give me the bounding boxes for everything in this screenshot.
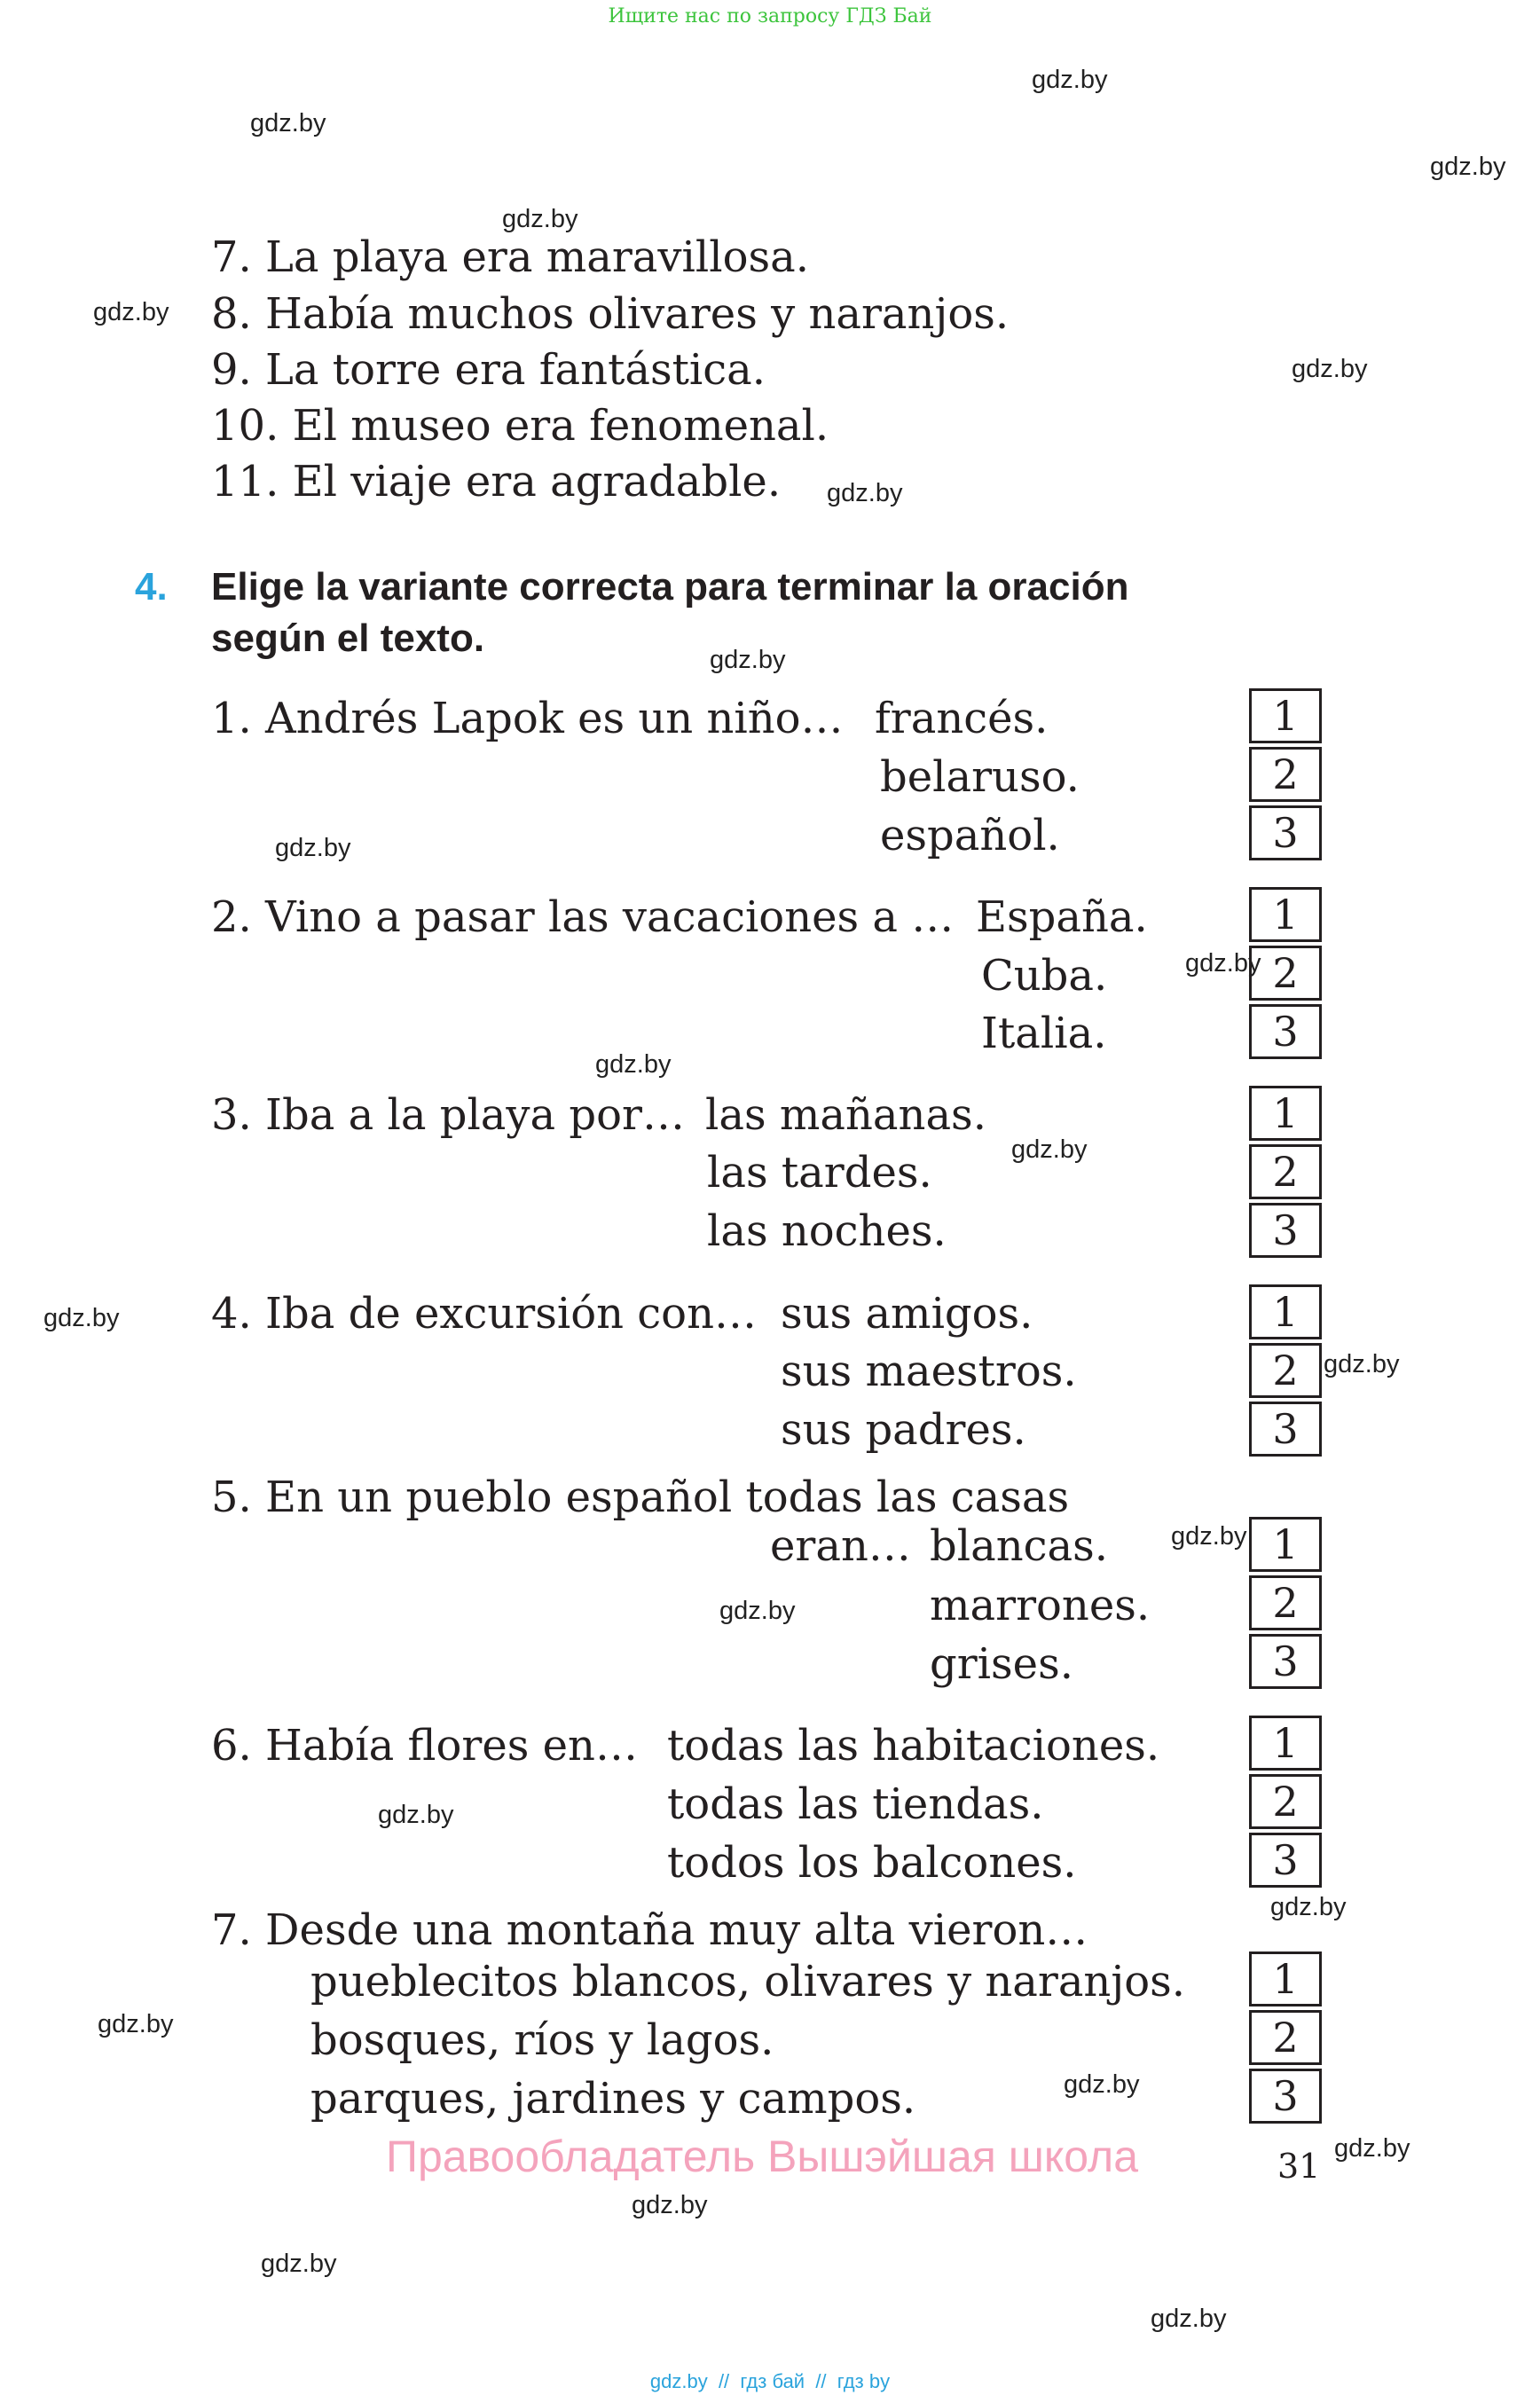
question-option[interactable]: las mañanas. (705, 1090, 986, 1140)
top-banner: Ищите нас по запросу ГДЗ Бай (608, 5, 932, 27)
exercise-title-cont: según el texto. (211, 616, 485, 660)
question-stem: 4. Iba de excursión con… (211, 1289, 757, 1339)
question-option[interactable]: grises. (930, 1639, 1073, 1689)
answer-box[interactable]: 1 (1249, 1086, 1322, 1141)
answer-box[interactable]: 1 (1249, 688, 1322, 743)
list-item: 7. La playa era maravillosa. (211, 232, 809, 282)
question-option[interactable]: todas las tiendas. (667, 1779, 1044, 1829)
question-option[interactable]: blancas. (930, 1521, 1108, 1571)
list-item: 11. El viaje era agradable. (211, 457, 782, 507)
watermark: gdz.by (710, 646, 786, 674)
watermark: gdz.by (595, 1050, 672, 1079)
question-option[interactable]: marrones. (930, 1581, 1151, 1630)
question-option[interactable]: Italia. (981, 1009, 1107, 1058)
question-option[interactable]: español. (880, 811, 1060, 860)
question-option[interactable]: bosques, ríos y lagos. (310, 2015, 774, 2065)
answer-box[interactable]: 3 (1249, 1402, 1322, 1457)
question-stem: 2. Vino a pasar las vacaciones a … (211, 892, 955, 942)
watermark: gdz.by (1292, 355, 1368, 383)
watermark: gdz.by (1171, 1522, 1247, 1551)
watermark: gdz.by (827, 479, 903, 507)
watermark: gdz.by (1011, 1135, 1088, 1164)
watermark: gdz.by (250, 109, 326, 137)
question-option[interactable]: las noches. (707, 1206, 947, 1256)
list-item: 9. La torre era fantástica. (211, 345, 766, 395)
question-stem: 3. Iba a la playa por… (211, 1090, 685, 1140)
watermark: gdz.by (378, 1801, 454, 1829)
exercise-number: 4. (135, 565, 168, 609)
footer-links[interactable]: gdz.by // гдз бай // гдз by (649, 2370, 891, 2392)
answer-box[interactable]: 2 (1249, 747, 1322, 802)
watermark: gdz.by (93, 298, 169, 326)
question-option[interactable]: pueblecitos blancos, olivares y naranjos. (310, 1957, 1186, 2006)
question-option[interactable]: las tardes. (707, 1148, 932, 1198)
answer-box[interactable]: 1 (1249, 1517, 1322, 1572)
question-option[interactable]: todas las habitaciones. (667, 1721, 1160, 1771)
watermark: gdz.by (261, 2250, 337, 2278)
page-number: 31 (1277, 2147, 1321, 2186)
question-stem: 6. Había flores en… (211, 1721, 638, 1771)
answer-box[interactable]: 3 (1249, 1634, 1322, 1689)
answer-box[interactable]: 3 (1249, 1203, 1322, 1258)
answer-box[interactable]: 2 (1249, 1575, 1322, 1630)
watermark: gdz.by (1151, 2305, 1227, 2333)
answer-box[interactable]: 2 (1249, 1343, 1322, 1398)
rights-holder: Правообладатель Вышэйшая школа (386, 2132, 1138, 2181)
exercise-title: Elige la variante correcta para terminar la oración (211, 565, 1129, 609)
list-item: 10. El museo era fenomenal. (211, 401, 829, 451)
watermark: gdz.by (632, 2191, 708, 2219)
question-stem-cont: eran… (770, 1521, 911, 1571)
watermark: gdz.by (719, 1597, 796, 1625)
question-option[interactable]: Cuba. (981, 951, 1108, 1001)
answer-box[interactable]: 1 (1249, 887, 1322, 942)
answer-box[interactable]: 1 (1249, 1284, 1322, 1339)
watermark: gdz.by (1430, 153, 1506, 181)
answer-box[interactable]: 2 (1249, 1774, 1322, 1829)
watermark: gdz.by (1032, 66, 1108, 94)
question-stem: 1. Andrés Lapok es un niño… (211, 694, 844, 743)
answer-box[interactable]: 2 (1249, 2010, 1322, 2065)
answer-box[interactable]: 3 (1249, 1833, 1322, 1888)
answer-box[interactable]: 2 (1249, 1144, 1322, 1199)
answer-box[interactable]: 3 (1249, 1004, 1322, 1059)
question-option[interactable]: sus padres. (781, 1405, 1026, 1455)
list-item: 8. Había muchos olivares y naranjos. (211, 289, 1010, 339)
question-stem: 5. En un pueblo español todas las casas (211, 1472, 1070, 1522)
answer-box[interactable]: 3 (1249, 805, 1322, 860)
question-option[interactable]: belaruso. (880, 752, 1080, 802)
watermark: gdz.by (1064, 2070, 1140, 2099)
question-option[interactable]: España. (976, 892, 1148, 942)
watermark: gdz.by (1185, 949, 1261, 978)
watermark: gdz.by (1324, 1350, 1400, 1378)
answer-box[interactable]: 2 (1249, 946, 1322, 1001)
watermark: gdz.by (275, 834, 351, 862)
question-option[interactable]: parques, jardines y campos. (310, 2074, 916, 2124)
watermark: gdz.by (1334, 2134, 1410, 2163)
question-option[interactable]: francés. (875, 694, 1049, 743)
answer-box[interactable]: 1 (1249, 1716, 1322, 1771)
answer-box[interactable]: 1 (1249, 1951, 1322, 2006)
answer-box[interactable]: 3 (1249, 2069, 1322, 2124)
watermark: gdz.by (43, 1304, 120, 1332)
question-option[interactable]: sus maestros. (781, 1347, 1077, 1396)
question-stem: 7. Desde una montaña muy alta vieron… (211, 1905, 1088, 1955)
question-option[interactable]: sus amigos. (781, 1289, 1033, 1339)
watermark: gdz.by (98, 2010, 174, 2038)
question-option[interactable]: todos los balcones. (667, 1838, 1077, 1888)
watermark: gdz.by (502, 205, 578, 233)
watermark: gdz.by (1270, 1893, 1347, 1921)
